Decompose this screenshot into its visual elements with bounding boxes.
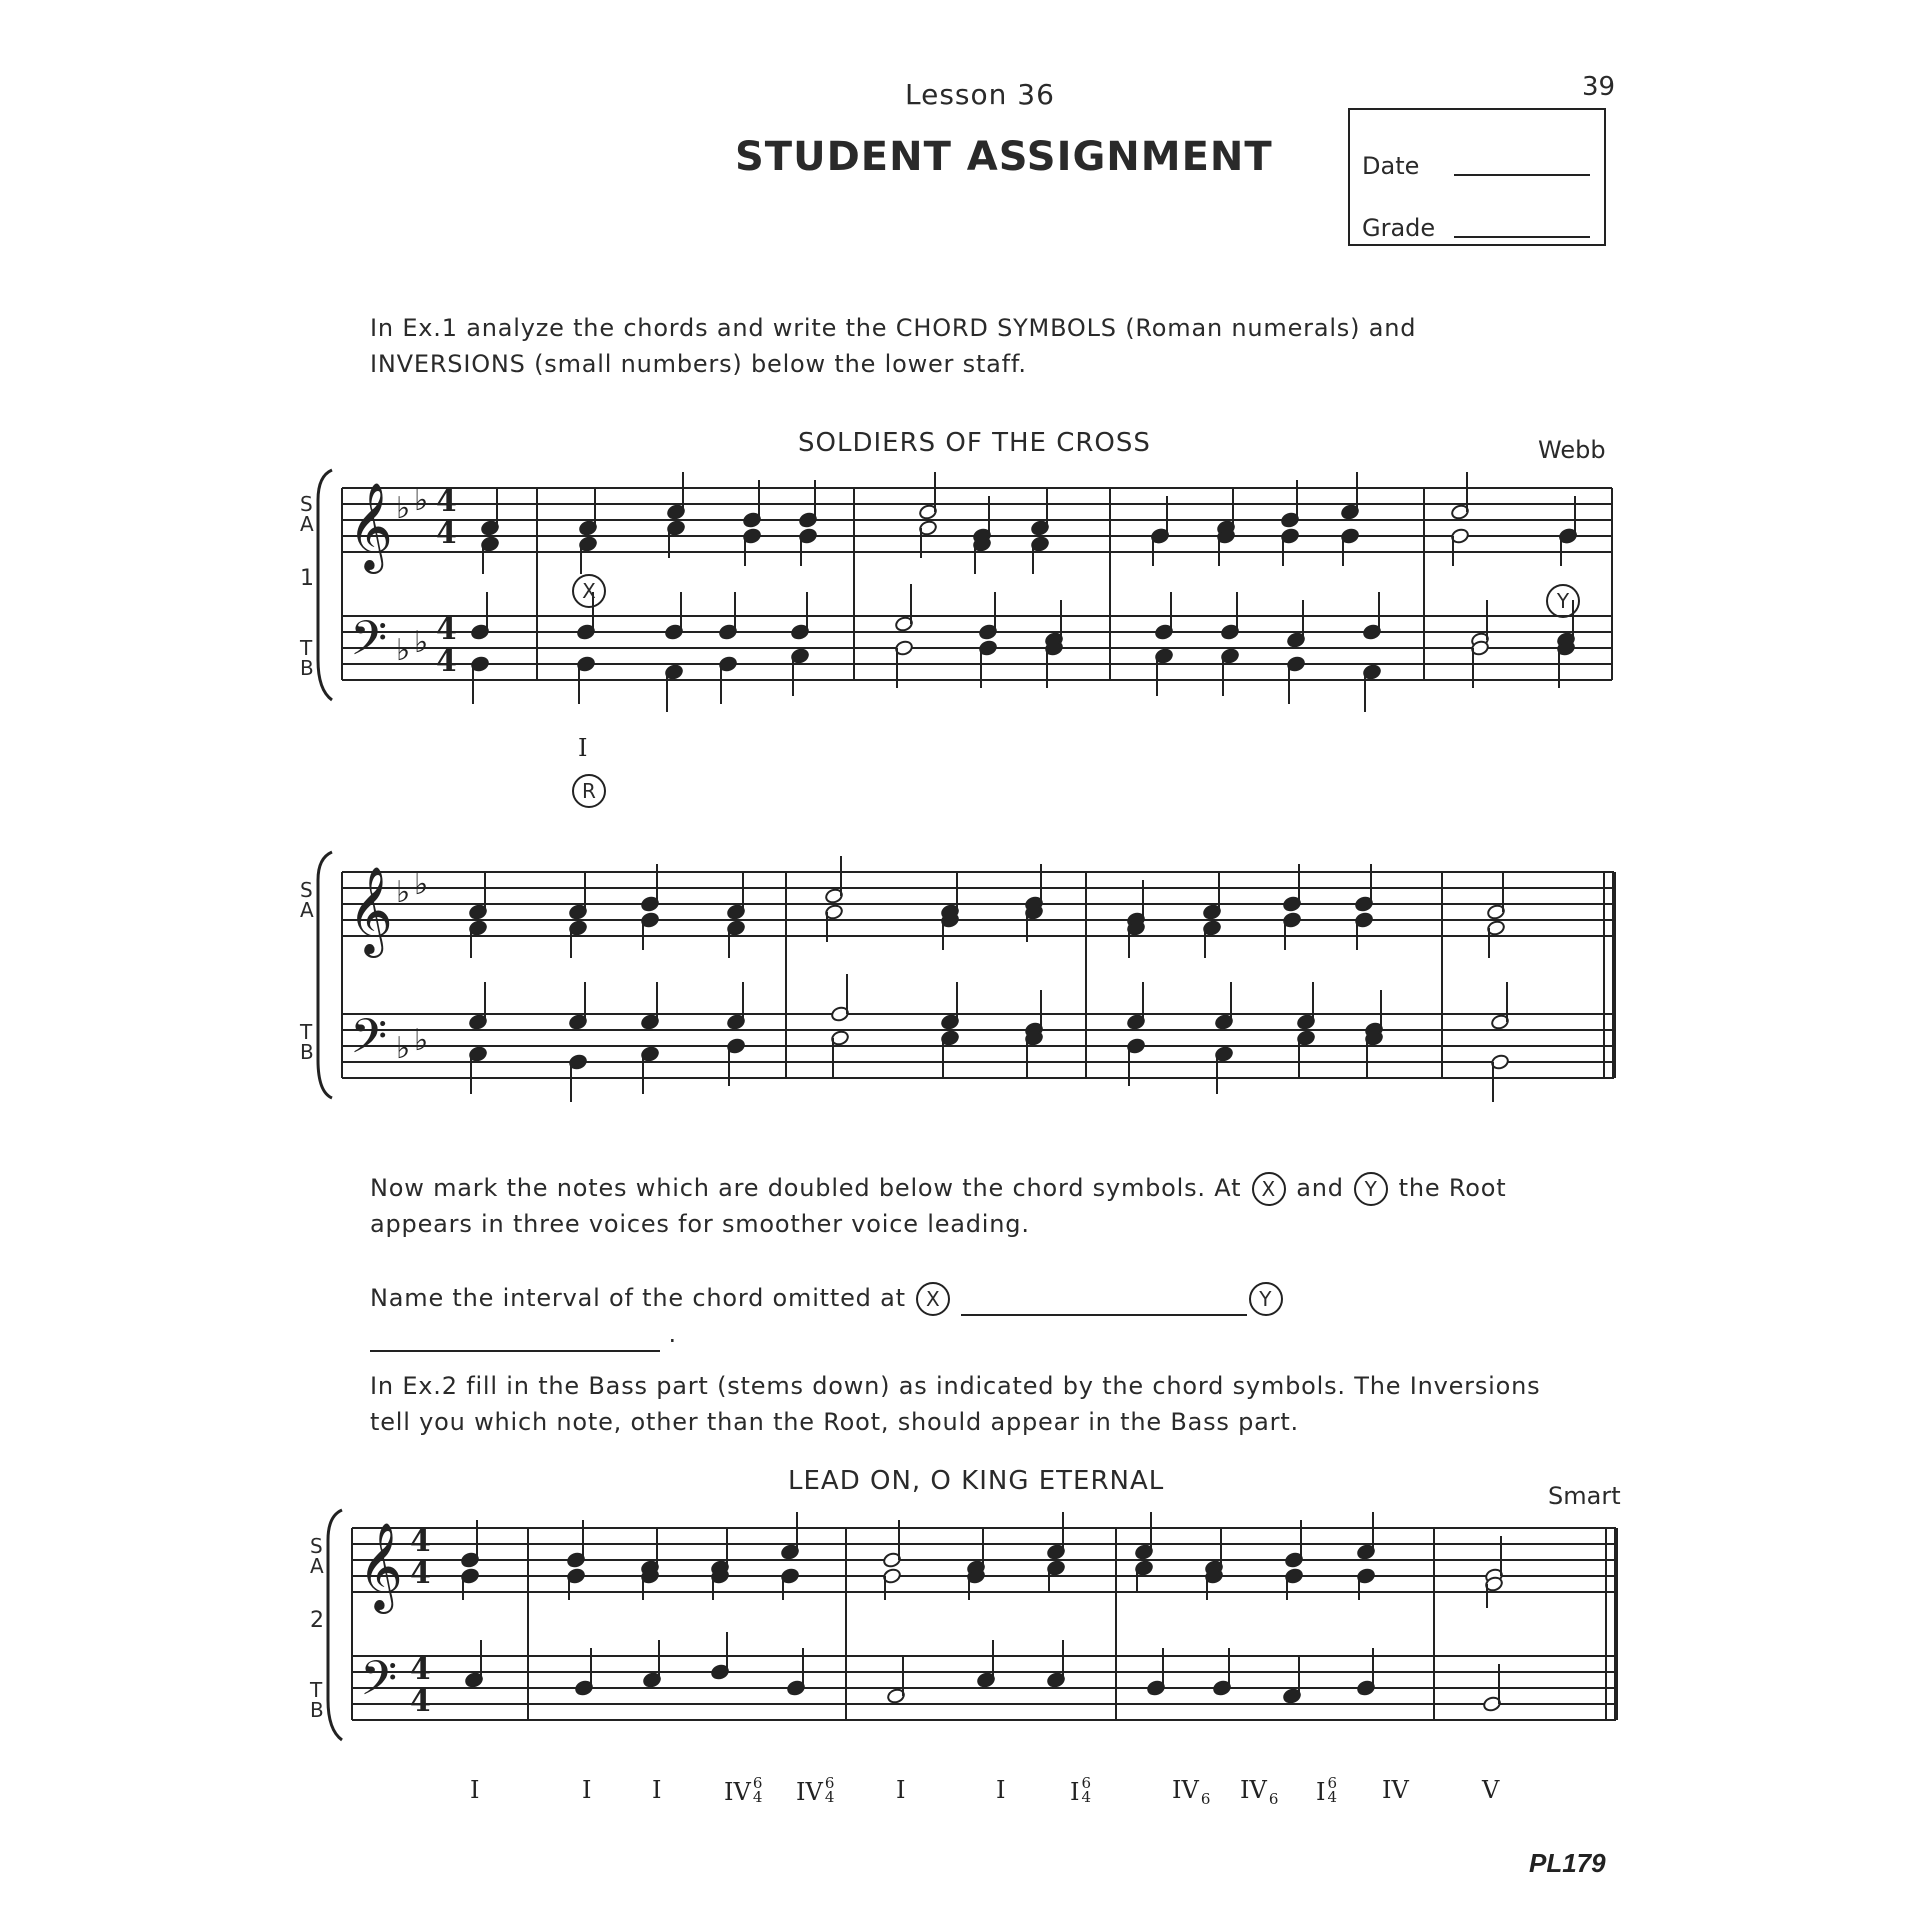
- page-number: 39: [1582, 72, 1616, 102]
- chord-symbol: [652, 1776, 661, 1804]
- interval-x-answer[interactable]: [961, 1292, 1247, 1316]
- ex2-composer: Smart: [1548, 1482, 1621, 1510]
- chord-symbol: [470, 1776, 479, 1804]
- marker-x-inline: X: [1252, 1172, 1286, 1206]
- ex2-instructions: In Ex.2 fill in the Bass part (stems down) as indicated by the chord symbols. The Inversions tell you which note, other than the Root, should appear in the Bass part.: [370, 1372, 1541, 1436]
- roman-numeral: IV: [1382, 1776, 1409, 1804]
- chord-symbol: [896, 1776, 905, 1804]
- flat-icon: ♭: [396, 633, 411, 668]
- chord-symbol: [1070, 1776, 1091, 1806]
- interval-question: Name the interval of the chord omitted at X Y .: [370, 1280, 1580, 1352]
- chord-symbol: [1316, 1776, 1337, 1806]
- chord-symbol: [724, 1776, 762, 1806]
- flat-icon: ♭: [396, 491, 411, 526]
- roman-numeral: IV: [1172, 1776, 1199, 1804]
- chord-symbol: [796, 1776, 834, 1806]
- ex2-brace: [328, 1510, 342, 1740]
- ex1-time-sig-bass: 4 4: [436, 612, 457, 679]
- chord-symbol: [582, 1776, 591, 1804]
- inversion-figure: 6 4: [752, 1774, 763, 1806]
- tenor-bass-label: T B: [300, 636, 314, 680]
- ex1b-brace: [318, 852, 332, 1098]
- treble-clef-icon: 𝄞: [348, 865, 393, 954]
- ex2-song-title: LEAD ON, O KING ETERNAL: [788, 1466, 1165, 1496]
- treble-clef-icon: 𝄞: [358, 1521, 403, 1610]
- system-1: [318, 470, 1612, 700]
- bass-clef-icon: 𝄢: [360, 1650, 398, 1718]
- sample-chord-symbol: I: [578, 734, 588, 762]
- doubled-instructions: Now mark the notes which are doubled below the chord symbols. At X and Y the Root appears in three voices for smoother voice leading.: [370, 1174, 1507, 1238]
- system-3: [328, 1510, 1616, 1740]
- marker-x: X: [570, 574, 608, 608]
- flat-icon: ♭: [414, 867, 429, 902]
- chord-symbol: [1172, 1776, 1210, 1806]
- roman-numeral: I: [470, 1776, 480, 1804]
- roman-numeral: I: [582, 1776, 592, 1804]
- chord-symbol: [1382, 1776, 1409, 1804]
- date-label: Date: [1362, 152, 1420, 180]
- page-title: STUDENT ASSIGNMENT: [735, 134, 1273, 180]
- ex1-song-title: SOLDIERS OF THE CROSS: [798, 428, 1151, 458]
- grade-label: Grade: [1362, 214, 1436, 242]
- ex2-bass-staff: [352, 1652, 1616, 1720]
- inversion-figure: 6: [1200, 1790, 1211, 1808]
- notes-layer: [460, 472, 1577, 1712]
- tenor-bass-label: T B: [300, 1020, 314, 1064]
- treble-clef-icon: 𝄞: [348, 481, 393, 570]
- example-number-1: 1: [300, 566, 314, 591]
- soprano-alto-label: S A: [300, 878, 314, 922]
- bass-clef-icon: 𝄢: [350, 1008, 388, 1076]
- flat-icon: ♭: [396, 875, 411, 910]
- chord-symbol: [1482, 1776, 1499, 1804]
- roman-numeral: I: [652, 1776, 662, 1804]
- roman-numeral: I: [896, 1776, 906, 1804]
- inversion-figure: 6 4: [1081, 1774, 1092, 1806]
- roman-numeral: I: [1070, 1778, 1080, 1806]
- flat-icon: ♭: [414, 1023, 429, 1058]
- ex1-composer: Webb: [1538, 436, 1606, 464]
- roman-numeral: I: [996, 1776, 1006, 1804]
- lesson-label: Lesson 36: [905, 78, 1055, 111]
- marker-y: Y: [1544, 584, 1582, 618]
- ex1b-bass-staff: [342, 1014, 1614, 1078]
- ex1-brace: [318, 470, 332, 700]
- ex2-time-sig-bass: 4 4: [410, 1652, 431, 1719]
- chord-symbol: [1240, 1776, 1278, 1806]
- inversion-figure: 6 4: [1327, 1774, 1338, 1806]
- flat-icon: ♭: [414, 625, 429, 660]
- marker-y-inline: Y: [1249, 1282, 1283, 1316]
- catalog-code: PL179: [1529, 1848, 1606, 1878]
- roman-numeral: IV: [724, 1778, 751, 1806]
- roman-numeral: IV: [796, 1778, 823, 1806]
- soprano-alto-label: S A: [310, 1534, 324, 1578]
- soprano-alto-label: S A: [300, 492, 314, 536]
- ex1-time-sig-treble: 4 4: [436, 484, 457, 551]
- bass-clef-icon: 𝄢: [350, 610, 388, 678]
- marker-r: R: [570, 774, 608, 808]
- chord-symbol: [996, 1776, 1005, 1804]
- flat-icon: ♭: [396, 1031, 411, 1066]
- ex1b-treble-staff: [342, 872, 1614, 936]
- roman-numeral: I: [1316, 1778, 1326, 1806]
- ex1-instructions: In Ex.1 analyze the chords and write the CHORD SYMBOLS (Roman numerals) and INVERSIONS (small numbers) below the lower staff.: [370, 314, 1417, 378]
- interval-y-answer[interactable]: [370, 1328, 660, 1352]
- tenor-bass-label: T B: [310, 1678, 324, 1722]
- marker-y-inline: Y: [1354, 1172, 1388, 1206]
- ex1-bass-staff: [342, 612, 1612, 680]
- inversion-figure: 6 4: [824, 1774, 835, 1806]
- roman-numeral: V: [1482, 1776, 1500, 1804]
- inversion-figure: 6: [1268, 1790, 1279, 1808]
- ex2-time-sig-treble: 4 4: [410, 1524, 431, 1591]
- system-2: [318, 852, 1614, 1098]
- example-number-2: 2: [310, 1608, 324, 1633]
- marker-x-inline: X: [916, 1282, 950, 1316]
- flat-icon: ♭: [414, 483, 429, 518]
- roman-numeral: IV: [1240, 1776, 1267, 1804]
